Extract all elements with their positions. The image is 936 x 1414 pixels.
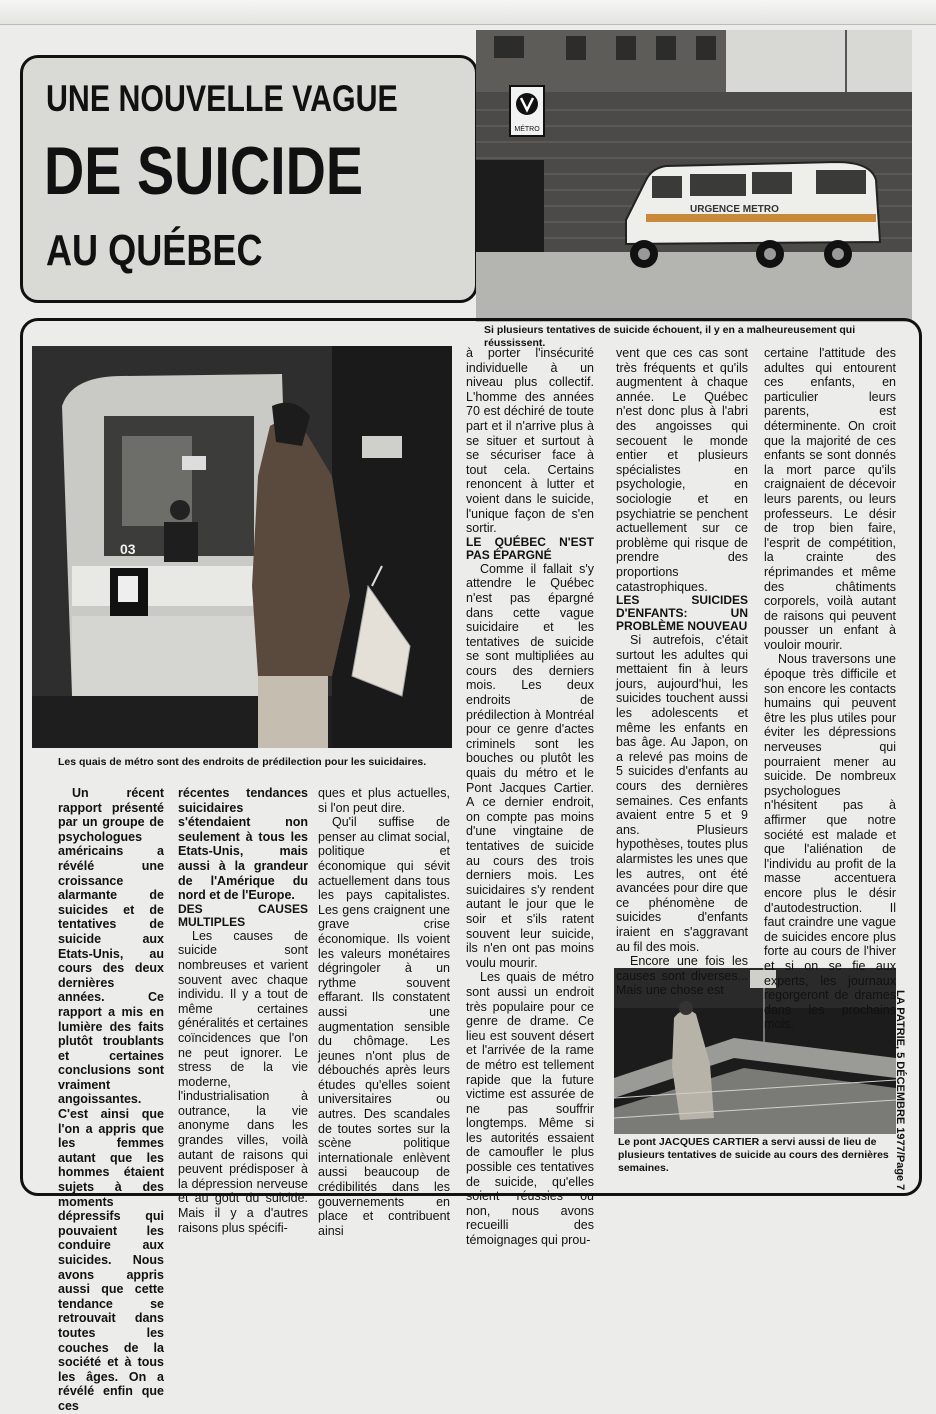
photo-top-caption: Si plusieurs tentatives de suicide échouent, il y en a malheureusement qui réussissent. [484, 324, 856, 349]
headline-line-3: AU QUÉBEC [46, 226, 263, 275]
metro-sign-text: MÉTRO [514, 126, 540, 133]
col6-paragraph-2: Nous traversons une époque très difficile et son encore les contacts humains qui peuvent être les plus utiles pour éviter les dépressions nerveuses qui pourraient mener au suicide. De nombreux psychologues n'hésitent pas à affirmer que notre société est malade et que l'aliénation de l'individu au profit de la masse accentuera encore plus le désir d'autodestruction. Il faut craindre une vague de suicides encore plus forte au cours de l'hiver et si on se fie aux experts, les journaux regorgeront de drames dans les prochains mois. [764, 652, 896, 1032]
col3-paragraph-2: Qu'il suffise de penser au climat social, politique et économique qui sévit actuellement dans tous les pays capitalistes. Les gens craignent une grave crise économique. Ils voient les valeurs monétaires dégringoler à un rythme souvent effarant. Ils constatent aussi une augmentation sensible du chômage. Les jeunes n'ont plus de débouchés après leurs études qu'elles soient universitaires ou autres. Des scandales de toutes sortes sur la scène politique internationale enlèvent aussi beaucoup de crédibilités dans les gouvernements en place et contribuent ainsi [318, 815, 450, 1238]
van-text: URGENCE METRO [690, 204, 779, 215]
col5-paragraph-1: vent que ces cas sont très fréquents et qu'ils augmentent à chaque année. Le Québec n'est donc plus à l'abri des angoisses qui secouent le monde entier et plusieurs spécialistes en psychologie, en sociologie et en psychiatrie se penchent actuellement sur ce problème qui risque de prendre des proportions catastrophiques. [616, 346, 748, 594]
col4-paragraph-3: Les quais de métro sont aussi un endroit très populaire pour ce genre de drame. Ce lieu est souvent désert et l'arrivée de la rame de métro est tellement rapide que la future victime est assurée de ne pas souffrir longtemps. Même si les autorités essaient de camoufler le plus possible ces tentatives de suicide, qu'elles soient réussies ou non, nous avons recueilli des témoignages qui prou- [466, 970, 594, 1248]
col3-paragraph-1: ques et plus actuelles, si l'on peut dire. [318, 786, 450, 815]
article-column-2 [178, 786, 308, 1235]
col2-paragraph-1: récentes tendances suicidaires s'étendaient non seulement à tous les Etats-Unis, mais aussi à la grandeur de l'Amérique du nord et de l'Europe. [178, 786, 308, 903]
col4-paragraph-1: à porter l'insécurité individuelle à un niveau plus collectif. L'homme des années 70 est déchiré de toute part et il n'arrive plus à se situer et surtout à se sécuriser face à tout cela. Certains renoncent à lutter et voient dans le suicide, l'unique façon de s'en sortir. [466, 346, 594, 536]
subhead-enfants: LES SUICIDES D'ENFANTS: UN PROBLÈME NOUVEAU [616, 593, 748, 634]
col5-paragraph-3: Encore une fois les causes sont diverses... Mais une chose est [616, 954, 748, 998]
train-number: 03 [120, 541, 136, 557]
article-column-3 [318, 786, 450, 1238]
photo-metro-platform [32, 346, 452, 748]
col6-paragraph-1: certaine l'attitude des adultes qui entourent ces enfants, en particulier leurs parents, est déterminente. On croit que la majorité de ces enfants se sont donnés la mort parce qu'ils craignaient de décevoir leurs parents, ou leurs professeurs. Le désir de trop bien faire, l'esprit de compétition, la crainte des réprimandes et même des châtiments corporels, voilà autant de raisons qui peuvent pousser un enfant à vouloir mourir. [764, 346, 896, 652]
page-sidebar-credit: LA PATRIE, 5 DÉCEMBRE 1977/Page 7 [894, 990, 906, 1191]
torn-page-edge [0, 0, 936, 25]
photo-left-caption: Les quais de métro sont des endroits de prédilection pour les suicidaires. [58, 756, 427, 768]
photo-metro-platform-illustration [32, 346, 452, 748]
photo-br-caption: Le pont JACQUES CARTIER a servi aussi de lieu de plusieurs tentatives de suicide au cours des dernières semaines. [618, 1136, 889, 1174]
article-column-1 [58, 786, 164, 1414]
subhead-quebec: LE QUÉBEC N'EST PAS ÉPARGNÉ [466, 534, 594, 562]
subhead-causes: DES CAUSES MULTIPLES [178, 901, 308, 929]
article-column-5 [616, 346, 748, 998]
headline-line-1: UNE NOUVELLE VAGUE [46, 78, 398, 119]
intro-paragraph: Un récent rapport présenté par un groupe de psychologues américains a révélé une croissance alarmante de suicides et de tentatives de suicide aux Etats-Unis, au cours des deux dernières années. Ce rapport a mis en lumière des faits plutôt troublants et certaines conclusions sont vraiment angoissantes. C'est ainsi que l'on a appris que les femmes autant que les hommes étaient sujets à des moments dépressifs qui pouvaient les conduire aux suicides. Nous avons appris aussi que cette tendance se retrouvait dans toutes les couches de la société et à tous les âges. On a révélé enfin que ces [58, 786, 164, 1413]
photo-metro-van [476, 30, 912, 322]
col4-paragraph-2: Comme il fallait s'y attendre le Québec n'est pas épargné dans cette vague suicidaire et les tentatives de suicide se sont multipliées au cours des derniers mois. Les deux endroits de prédilection à Montréal pour ce genre d'actes criminels sont les bouches ou plutôt les quais du métro et le Pont Jacques Cartier. A ce dernier endroit, on compte pas moins d'une vingtaine de tentatives de suicide au cours des trois derniers mois. Les suicidaires s'y rendent autant le jour que le soir et s'ils ratent souvent leur suicide, ils n'en ont pas moins voulu mourir. [466, 561, 594, 970]
article-column-6 [764, 346, 896, 1032]
article-column-4 [466, 346, 594, 1248]
col2-paragraph-2: Les causes de suicide sont nombreuses et varient souvent avec chaque individu. Il y a tout de même certaines généralités et certaines coïncidences que l'on ne peut ignorer. Le stress de la vie moderne, l'industrialisation à outrance, la vie anonyme dans les grandes villes, voilà autant de raisons qui peuvent prédisposer à la dépression nerveuse et au goût du suicide. Mais il y a d'autres raisons plus spécifi- [178, 928, 308, 1235]
headline-line-2: DE SUICIDE [44, 133, 364, 209]
photo-metro-van-illustration [476, 30, 912, 322]
col5-paragraph-2: Si autrefois, c'était surtout les adultes qui mettaient fin à leurs jours, aujourd'hui, les suicides touchent aussi les adolescents et même les enfants en bas âge. Au Japon, on a relevé pas moins de 5 suicides d'enfants au cours des dernières semaines. Ces enfants avaient entre 5 et 9 ans. Plusieurs hypothèses, toutes plus alarmistes les unes que les autres, ont été avancées pour dire que ce phénomène de suicides d'enfants iraient en s'aggravant au fil des mois. [616, 633, 748, 954]
